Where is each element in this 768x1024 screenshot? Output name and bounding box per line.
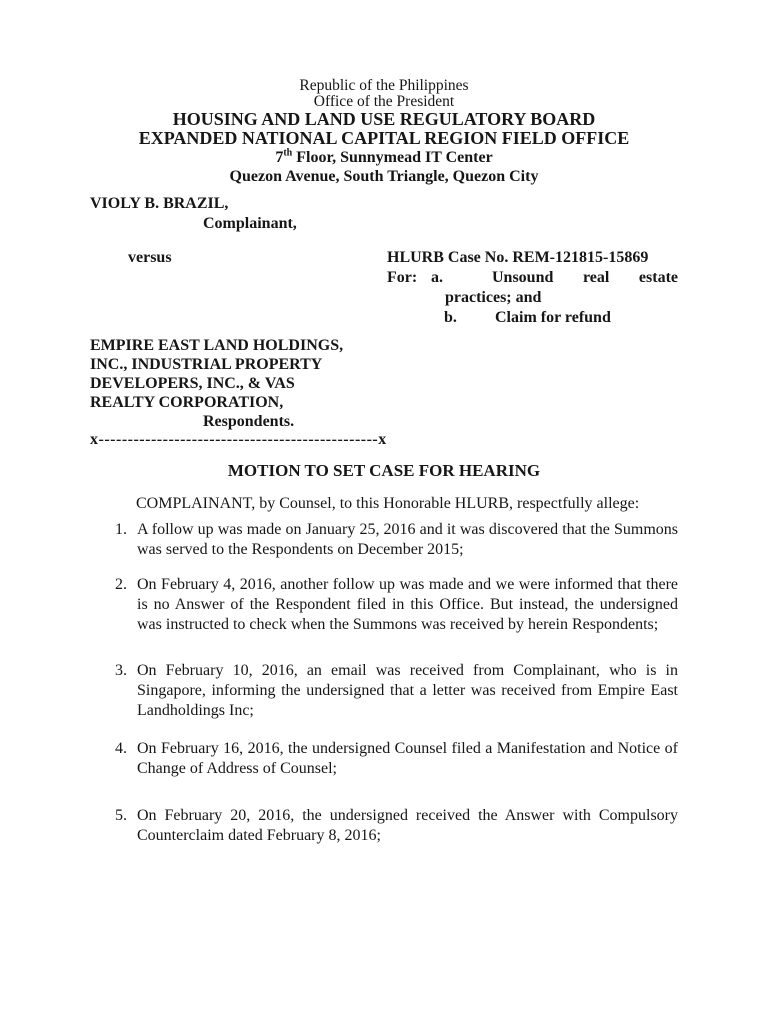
list-item-number: 3. (115, 662, 127, 679)
respondents-name-line: DEVELOPERS, INC., & VAS (90, 375, 295, 392)
respondents-name-line: INC., INDUSTRIAL PROPERTY (90, 356, 323, 373)
letterhead-line-field-office: EXPANDED NATIONAL CAPITAL REGION FIELD OFFICE (138, 128, 630, 148)
list-item-text: On February 16, 2016, the undersigned Counsel filed a Manifestation and Notice of Change of Address of Counsel; (137, 740, 678, 777)
letterhead-line-city: Quezon Avenue, South Triangle, Quezon City (229, 168, 539, 185)
letterhead (90, 78, 678, 186)
list-item-number: 5. (115, 807, 127, 824)
motion-title: MOTION TO SET CASE FOR HEARING (227, 461, 541, 480)
charge-a-row (387, 268, 678, 288)
list-item-number: 2. (115, 576, 127, 593)
floor-number: 7 (275, 149, 284, 166)
letterhead-line-floor (90, 148, 678, 167)
allegation-list (90, 520, 678, 846)
list-item-number: 1. (115, 521, 127, 538)
complainant-role: Complainant, (203, 215, 297, 232)
list-item (90, 661, 678, 721)
list-item (90, 806, 678, 846)
charge-b-text: Claim for refund (495, 309, 611, 326)
floor-address: Floor, Sunnymead IT Center (292, 149, 493, 166)
respondents-name-line: REALTY CORPORATION, (90, 394, 284, 411)
list-item-text: On February 10, 2016, an email was received from Complainant, who is in Singapore, informing the undersigned that a letter was received from Empire East Landholdings Inc; (137, 662, 678, 719)
versus-label: versus (128, 249, 172, 266)
respondents-block (90, 336, 678, 431)
versus-case-row (90, 248, 678, 328)
list-item (90, 575, 678, 635)
case-number-column (387, 248, 678, 328)
respondents-name-line: EMPIRE EAST LAND HOLDINGS, (90, 337, 344, 354)
charge-b-row (444, 308, 678, 328)
letterhead-line-republic: Republic of the Philippines (299, 77, 469, 94)
list-item-text: On February 4, 2016, another follow up was made and we were informed that there is no Answer of the Respondent filed in this Office. But instead, the undersigned was instructed to check when the Summons was received by herein Respondents; (137, 576, 678, 633)
for-label: For: (387, 269, 418, 286)
case-caption (90, 194, 678, 449)
floor-ordinal-suffix: th (283, 147, 293, 159)
list-item-text: A follow up was made on January 25, 2016 and it was discovered that the Summons was served to the Respondents on December 2015; (137, 521, 678, 558)
case-number: HLURB Case No. REM-121815-15869 (387, 249, 649, 266)
respondents-role: Respondents. (203, 413, 295, 430)
letterhead-line-board: HOUSING AND LAND USE REGULATORY BOARD (172, 109, 596, 129)
opening-paragraph: COMPLAINANT, by Counsel, to this Honorable HLURB, respectfully allege: (136, 495, 640, 512)
versus-column (90, 248, 387, 268)
case-caption-divider: x------------------------------------------------x (90, 431, 387, 448)
list-item (90, 739, 678, 779)
complainant-name: VIOLY B. BRAZIL, (90, 195, 229, 212)
charge-b-marker: b. (444, 309, 457, 326)
list-item-number: 4. (115, 740, 127, 757)
list-item (90, 520, 678, 560)
letterhead-line-office: Office of the President (313, 93, 455, 110)
charge-a-continuation: practices; and (445, 289, 542, 306)
list-item-text: On February 20, 2016, the undersigned received the Answer with Compulsory Counterclaim dated February 8, 2016; (137, 807, 678, 844)
charge-a-marker: a. (431, 269, 443, 286)
charge-a-text: Unsound real estate (492, 269, 678, 286)
